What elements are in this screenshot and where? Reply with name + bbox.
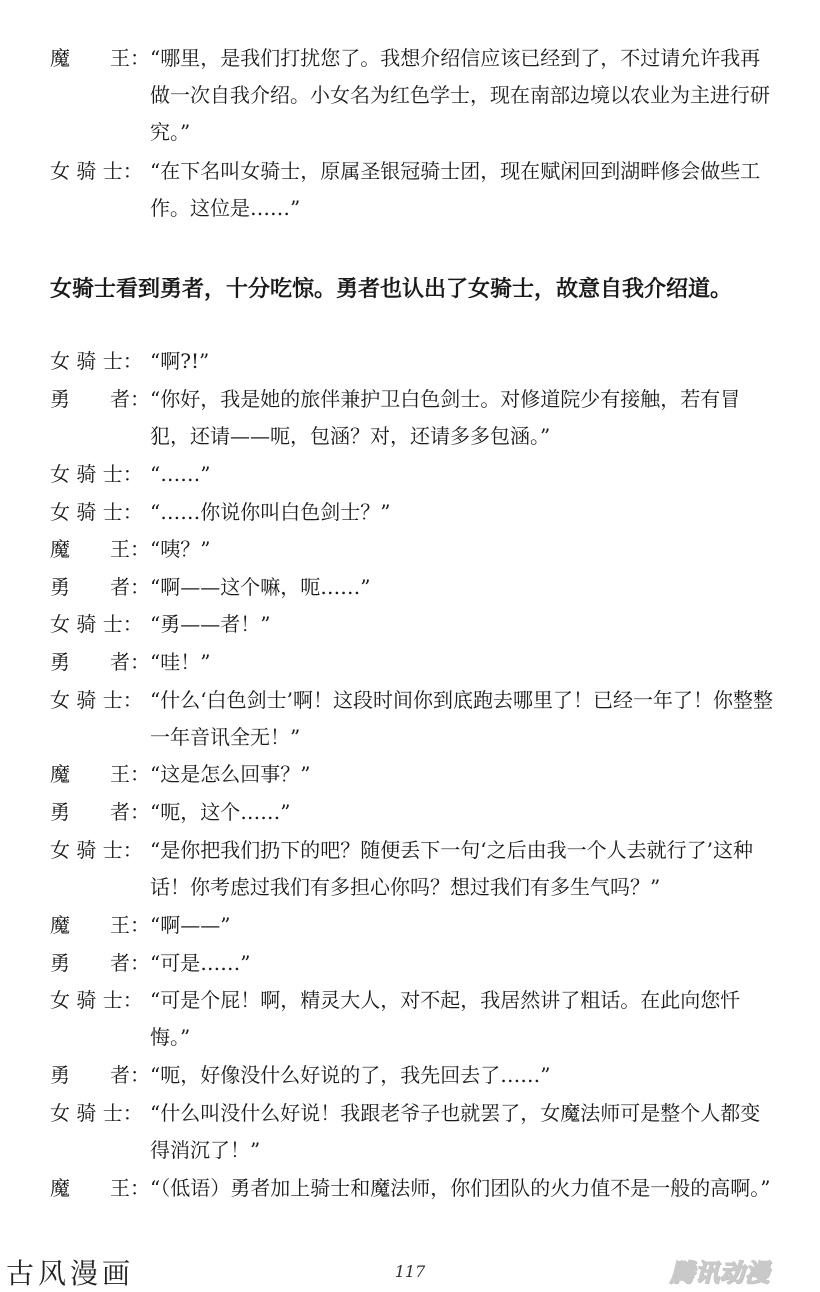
speech-text: “勇——者！” <box>150 612 271 636</box>
speaker-label: 女 骑 士： <box>50 988 143 1012</box>
page-number: 117 <box>394 1262 426 1281</box>
speaker-label: 勇 者： <box>50 387 150 411</box>
dialogue-line <box>50 40 780 151</box>
dialogue-line <box>50 531 780 568</box>
speech-text: “什么‘白色剑士’啊！这段时间你到底跑去哪里了！已经一年了！你整整一年音讯全无！” <box>150 688 773 749</box>
watermark-logo-left: 古风漫画 <box>6 1257 135 1290</box>
speech-text: “你好，我是她的旅伴兼护卫白色剑士。对修道院少有接触，若有冒犯，还请——呃，包涵？对，还请多多包涵。” <box>150 387 741 448</box>
speaker-label: 女 骑 士： <box>50 462 143 486</box>
speech-text: “这是怎么回事？” <box>150 762 311 786</box>
dialogue-line <box>50 343 780 380</box>
watermark-logo-right: 腾讯动漫 <box>670 1259 770 1287</box>
speech-text: “在下名叫女骑士，原属圣银冠骑士团，现在赋闲回到湖畔修会做些工作。这位是……” <box>150 159 761 220</box>
speaker-label: 魔 王： <box>50 913 150 937</box>
dialogue-line <box>50 494 780 531</box>
dialogue-line <box>50 153 780 227</box>
speaker-label: 女 骑 士： <box>50 612 143 636</box>
speaker-label: 女 骑 士： <box>50 838 143 862</box>
narration-text: 女骑士看到勇者，十分吃惊。勇者也认出了女骑士，故意自我介绍道。 <box>50 277 733 302</box>
dialogue-line <box>50 381 780 455</box>
dialogue-line <box>50 682 780 756</box>
speech-text: “是你把我们扔下的吧？随便丢下一句‘之后由我一个人去就行了’这种话！你考虑过我们有多担心你吗？想过我们有多生气吗？” <box>150 838 753 899</box>
speaker-label: 魔 王： <box>50 762 150 786</box>
speaker-label: 女 骑 士： <box>50 349 143 373</box>
dialogue-line <box>50 606 780 643</box>
speaker-label: 女 骑 士： <box>50 159 143 183</box>
speech-text: “可是……” <box>150 951 251 975</box>
speech-text: “哇！” <box>150 650 211 674</box>
speaker-label: 女 骑 士： <box>50 1101 143 1125</box>
speaker-label: 勇 者： <box>50 650 150 674</box>
speaker-label: 魔 王： <box>50 1176 150 1200</box>
dialogue-line <box>50 1057 780 1094</box>
speaker-label: 女 骑 士： <box>50 500 143 524</box>
dialogue-line <box>50 644 780 681</box>
speaker-label: 勇 者： <box>50 1063 150 1087</box>
dialogue-line <box>50 1170 780 1207</box>
dialogue-line <box>50 945 780 982</box>
dialogue-line <box>50 794 780 831</box>
speech-text: “什么叫没什么好说！我跟老爷子也就罢了，女魔法师可是整个人都变得消沉了！” <box>150 1101 761 1162</box>
speaker-label: 勇 者： <box>50 800 150 824</box>
dialogue-line <box>50 982 780 1056</box>
speaker-label: 勇 者： <box>50 575 150 599</box>
dialogue-line <box>50 569 780 606</box>
speech-text: “啊——” <box>150 913 231 937</box>
speaker-label: 魔 王： <box>50 46 150 70</box>
speech-text: “呃，好像没什么好说的了，我先回去了……” <box>150 1063 551 1087</box>
dialogue-line <box>50 756 780 793</box>
dialogue-line <box>50 832 780 906</box>
speech-text: “啊——这个嘛，呃……” <box>150 575 371 599</box>
speech-text: “咦？” <box>150 537 211 561</box>
speech-text: “……” <box>150 462 211 486</box>
dialogue-line <box>50 1095 780 1169</box>
speaker-label: 魔 王： <box>50 537 150 561</box>
speaker-label: 女 骑 士： <box>50 688 143 712</box>
dialogue-line <box>50 456 780 493</box>
speaker-label: 勇 者： <box>50 951 150 975</box>
speech-text: “可是个屁！啊，精灵大人，对不起，我居然讲了粗话。在此向您忏悔。” <box>150 988 741 1049</box>
speech-text: “啊?!” <box>150 349 210 373</box>
speech-text: “……你说你叫白色剑士？” <box>150 500 391 524</box>
speech-text: “哪里，是我们打扰您了。我想介绍信应该已经到了，不过请允许我再做一次自我介绍。小女名为红色学士，现在南部边境以农业为主进行研究。” <box>150 46 770 144</box>
speech-text: “（低语）勇者加上骑士和魔法师，你们团队的火力值不是一般的高啊。” <box>150 1176 771 1200</box>
speech-text: “呃，这个……” <box>150 800 291 824</box>
dialogue-line <box>50 907 780 944</box>
